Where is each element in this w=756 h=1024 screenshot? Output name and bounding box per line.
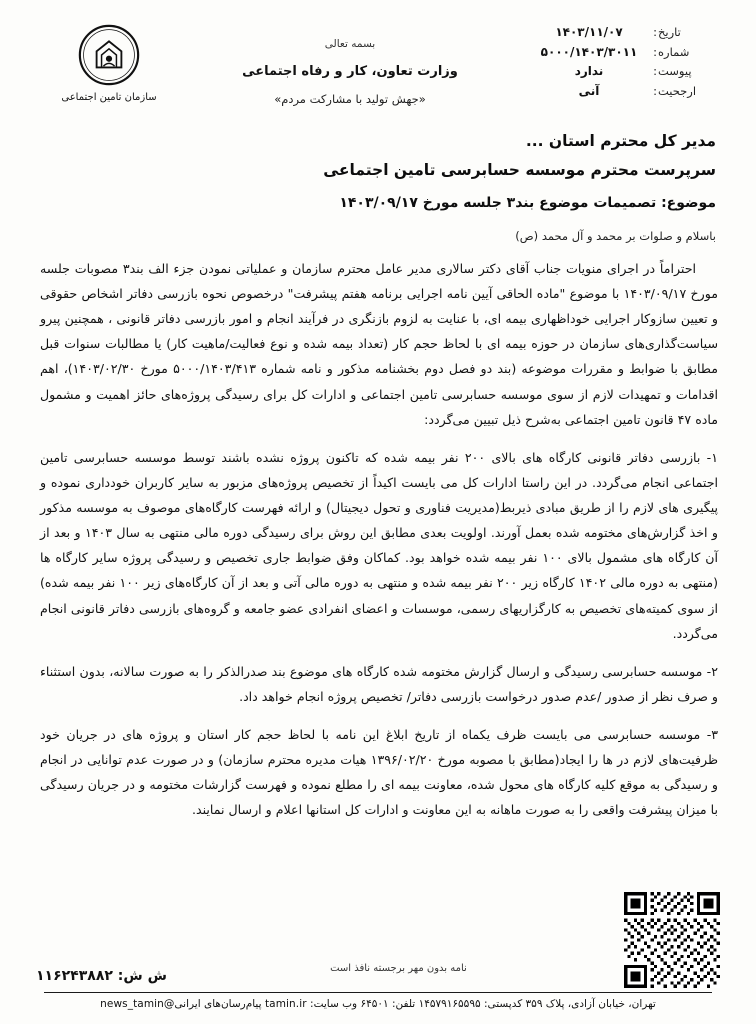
meta-value-priority: آنی xyxy=(578,83,600,98)
meta-colon: : xyxy=(653,25,657,39)
meta-value-date: ۱۴۰۳/۱۱/۰۷ xyxy=(555,25,623,39)
year-slogan: «جهش تولید با مشارکت مردم» xyxy=(274,92,426,106)
footer-note-block xyxy=(173,963,624,988)
salutation-line: باسلام و صلوات بر محمد و آل محمد (ص) xyxy=(515,229,716,243)
body-paragraph-item-3: ۳- موسسه حسابرسی می بایست ظرف یکماه از تاریخ ابلاغ این نامه با لحاظ حجم کار استان و پروژه های در جریان خود ظرفیت‌های لازم در ها را ایجاد(مطابق با مصوبه مورخ ۱۳۹۶/۰۲/۲۰ هیات مدیره محترم سازمان) و در صورت عدم توانایی در انجام و رسیدگی به موقع کلیه کارگاه های محول شده، معاونت بیمه ای را مطلع نموده و فهرست گزارشات مختومه و در جریان رسیدگی با میزان پیشرفت واقعی را به صورت ماهانه به این معاونت و ادارات کل استانها اعلام و ارسال نمایند. xyxy=(40,726,718,818)
meta-value-attachment: ندارد xyxy=(574,64,604,79)
meta-value-number: ۵۰۰۰/۱۴۰۳/۳۰۱۱ xyxy=(540,44,638,59)
body-paragraph-item-1: ۱- بازرسی دفاتر قانونی کارگاه های بالای ۲۰۰ نفر بیمه شده که تاکنون پروژه نشده باشند توسط موسسه حسابرسی تامین اجتماعی انجام می‌گردد. در این راستا ادارات کل می بایست اکیداً از تخصیص پروژه‌های مزبور به سایر کاربران خودداری نموده و پیگیری های لازم را از طریق مبادی ذیربط(مدیریت فناوری و تحول دیجیتال) و ارائه فهرست کارگاه‌های موصوف به موسسه مذکور و اخذ گزارش‌های مختومه شده بعمل آورند. اولویت بعدی مطابق این روش برای رسیدگی دوره مالی منتهی به سال ۱۴۰۳ و بعد از آن کارگاه های مشمول بالای ۱۰۰ نفر بیمه شده خواهد بود. کماکان وفق ضوابط جاری تخصیص و رسیدگی پروژه سایر کارگاه ها (منتهی به دوره مالی ۱۴۰۲ کارگاه زیر ۲۰۰ نفر بیمه شده و منتهی به دوره مالی آتی و بعد از آن کارگاه‌های زیر ۱۰۰ نفر بیمه شده) از سوی کمیته‌های تخصیص به کارگزاریهای رسمی، موسسات و اعضای انفرادی عضو جامعه و گروه‌های بازرسی دفاتر قانونی انجام می‌گردد. xyxy=(40,449,718,641)
logo-wrap xyxy=(34,24,184,103)
meta-row xyxy=(526,46,716,59)
header-center-block xyxy=(184,22,516,106)
organization-name: سازمان تامین اجتماعی xyxy=(61,92,157,103)
header-logo-block xyxy=(34,22,184,103)
addressee-line-1: مدیر کل محترم استان ... xyxy=(525,132,716,150)
meta-row xyxy=(526,65,716,78)
meta-label-priority: ارجحیت xyxy=(658,83,697,98)
document-body xyxy=(40,256,718,823)
meta-label-attachment: پیوست xyxy=(658,64,692,79)
meta-colon: : xyxy=(653,44,657,59)
meta-colon: : xyxy=(653,83,657,98)
letter-meta-table xyxy=(526,26,716,97)
addressee-line-2: سرپرست محترم موسسه حسابرسی تامین اجتماعی xyxy=(323,161,716,179)
ministry-name: وزارت تعاون، کار و رفاه اجتماعی xyxy=(242,64,458,79)
letter-meta-block xyxy=(516,22,716,104)
footer-inner xyxy=(36,892,720,988)
footer-contact: تهران، خیابان آزادی، پلاک ۳۵۹ کدپستی: ۱۴۵۷۹۱۶۵۵۹۵ تلفن: ۶۴۵۰۱ وب سایت: tamin.ir پیام‌رسان‌های ایرانی@news_tamin xyxy=(100,998,656,1010)
meta-label-date: تاریخ xyxy=(658,25,681,39)
footer-divider xyxy=(44,992,712,993)
footer-serial-label: ش ش: xyxy=(117,968,167,984)
document-header xyxy=(0,0,756,106)
footer-serial-value: ۱۱۶۲۴۳۸۸۲ xyxy=(36,968,113,984)
footer-serial xyxy=(36,968,173,988)
meta-row xyxy=(526,85,716,98)
addressee-block xyxy=(40,132,716,179)
subject-line: موضوع: تصمیمات موضوع بند۳ جلسه مورخ ۱۴۰۳/۰۹/۱۷ xyxy=(339,195,716,211)
body-paragraph-intro: احتراماً در اجرای منویات جناب آقای دکتر سالاری مدیر عامل محترم سازمان و عملیاتی نمودن جزء الف بند۳ مصوبات جلسه مورخ ۱۴۰۳/۰۹/۱۷ با موضوع "ماده الحاقی آیین نامه اجرایی برنامه هفتم پیشرفت" درخصوص نحوه بازرسی دفاتر اشخاص حقوقی و تعیین سازوکار اجرایی خوداظهاری بیمه ای، با عنایت به لزوم بازنگری در فرآیند انجام و امور بازرسی دفاتر قانونی ، همچنین پیرو سیاست‌گذاری‌های سازمان در حوزه بیمه ای با لحاظ حجم کار (تعداد بیمه شده و نوع فعالیت/ماهیت کار) یا مطالبات سنوات قبل مطابق با ضوابط و مقررات موضوعه (بند دو فصل دوم بخشنامه مذکور و نامه شماره ۵۰۰۰/۱۴۰۳/۴۱۳ مورخ ۱۴۰۳/۰۲/۳۰)، اهم اقدامات و تمهیدات لازم از سوی موسسه حسابرسی تامین اجتماعی و ادارات کل برای رسیدگی پروژه‌های حائز اهمیت و مشمول ماده ۴۷ قانون تامین اجتماعی به‌شرح ذیل تبیین می‌گردد: xyxy=(40,260,718,427)
meta-colon: : xyxy=(653,64,657,79)
meta-label-number: شماره xyxy=(658,44,690,59)
qr-code-icon xyxy=(624,892,720,988)
footer-note: نامه بدون مهر برجسته نافذ است xyxy=(330,963,467,974)
bismillah-text: بسمه تعالی xyxy=(324,38,376,50)
meta-row xyxy=(526,26,716,39)
body-paragraph-item-2: ۲- موسسه حسابرسی رسیدگی و ارسال گزارش مختومه شده کارگاه های موضوع بند صدرالذکر را به صورت سالانه، بدون استثناء و صرف نظر از صدور /عدم صدور درخواست بازرسی دفاتر/ تخصیص پروژه انجام خواهد داد. xyxy=(40,663,718,704)
document-footer xyxy=(0,892,756,1024)
tamin-ejtemai-logo-icon xyxy=(78,24,140,86)
